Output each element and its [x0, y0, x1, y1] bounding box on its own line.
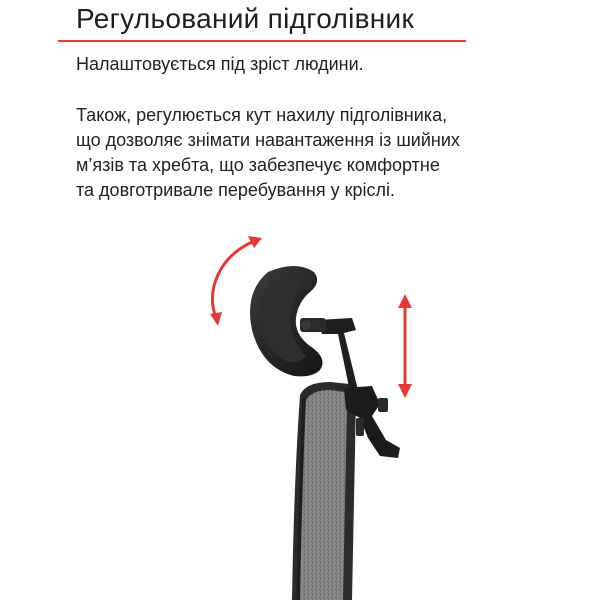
chair-back: [292, 382, 356, 600]
description-line: м’язів та хребта, що забезпечує комфортне: [76, 155, 440, 175]
page-title: Регульований підголівник: [76, 3, 415, 34]
vertical-double-arrow-icon: [398, 294, 412, 398]
intro-text: Налаштовується під зріст людини.: [76, 54, 364, 74]
description-line: та довготривале перебування у кріслі.: [76, 180, 395, 200]
description-line: що дозволяє знімати навантаження із шийних: [76, 130, 460, 150]
description-line: Також, регулюється кут нахилу підголівника,: [76, 105, 448, 125]
